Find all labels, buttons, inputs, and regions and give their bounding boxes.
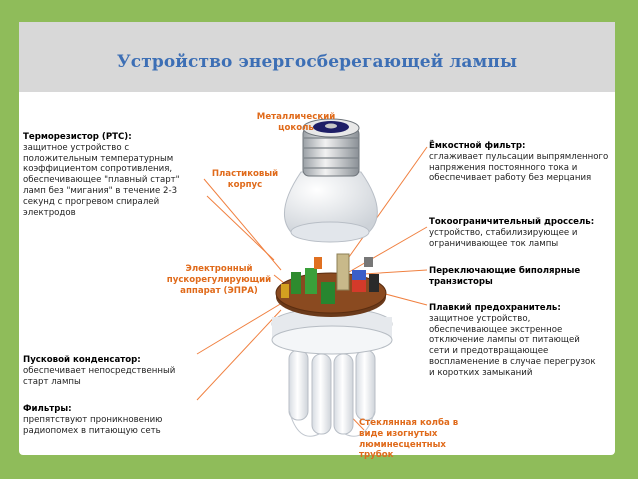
thermistor-line: коэффициентом сопротивления,	[23, 164, 173, 175]
fuse-line: воспламенение в случае перегрузок	[429, 356, 596, 367]
thermistor-line: обеспечивающее "плавный старт"	[23, 175, 180, 186]
transistors-line: транзисторы	[429, 276, 493, 287]
title-bar	[19, 22, 615, 92]
thermistor-line: положительным температурным	[23, 153, 174, 164]
thermistor-line: защитное устройство с	[23, 142, 130, 153]
capacitor-filter-title: Ёмкостной фильтр:	[429, 141, 526, 151]
label-fuse	[429, 303, 613, 379]
thermistor-line: ламп без "мигания" в течение 2-3	[23, 185, 178, 196]
label-ballast	[159, 264, 279, 296]
metal-base-line: Металлический	[256, 112, 336, 122]
label-metal-base	[251, 112, 341, 134]
label-glass-bulb	[359, 418, 469, 461]
start-capacitor-line: старт лампы	[23, 376, 81, 387]
thermistor-line: электродов	[23, 207, 76, 218]
start-capacitor-line: обеспечивает непосредственный	[23, 365, 176, 376]
plastic-body-line: Пластиковый	[211, 169, 279, 179]
label-filters	[23, 404, 223, 436]
start-capacitor-title: Пусковой конденсатор:	[23, 355, 141, 365]
slide-frame	[19, 22, 615, 461]
fuse-line: отключение лампы от питающей	[429, 335, 580, 346]
ballast-line: Электронный	[185, 264, 253, 274]
plastic-body-line: корпус	[227, 179, 263, 190]
label-capacitor-filter	[429, 141, 613, 184]
capacitor-filter-line: напряжения постоянного тока и	[429, 162, 578, 173]
filters-line: радиопомех в питающую сеть	[23, 425, 161, 436]
capacitor-filter-line: сглаживает пульсации выпрямленного	[429, 151, 609, 162]
slide-title: Устройство энергосберегающей лампы	[116, 52, 518, 72]
fuse-line: сети и предотвращающее	[429, 346, 549, 357]
metal-base-line: цоколь	[278, 122, 314, 133]
capacitor-filter-line: обеспечивает работу без мерцания	[429, 173, 592, 184]
label-thermistor	[23, 132, 223, 218]
choke-title: Токоограничительный дроссель:	[429, 217, 595, 227]
lamp-diagram	[19, 92, 615, 461]
fuse-title: Плавкий предохранитель:	[429, 303, 561, 313]
label-plastic-body	[205, 169, 285, 191]
label-start-capacitor	[23, 355, 223, 387]
choke-line: устройство, стабилизирующее и	[429, 227, 578, 238]
ballast-line: пускорегулирующий	[166, 274, 272, 285]
fuse-line: защитное устройство,	[429, 313, 531, 324]
glass-bulb-line: Стеклянная колба в	[359, 418, 459, 428]
glass-bulb-line: люминесцентных	[359, 439, 446, 450]
fuse-line: и коротких замыканий	[429, 367, 533, 378]
choke-line: ограничивающее ток лампы	[429, 238, 559, 249]
label-transistors	[429, 266, 613, 288]
transistors-title: Переключающие биполярные	[429, 266, 581, 276]
filters-line: препятствуют проникновению	[23, 414, 163, 425]
glass-bulb-line: трубок	[359, 450, 394, 461]
label-choke	[429, 217, 613, 249]
thermistor-title: Терморезистор (PTC):	[23, 132, 132, 142]
ballast-line: аппарат (ЭПРА)	[180, 285, 258, 296]
fuse-line: обеспечивающее экстренное	[429, 324, 563, 335]
glass-bulb-line: виде изогнутых	[359, 428, 438, 439]
thermistor-line: секунд с прогревом спиралей	[23, 196, 160, 207]
filters-title: Фильтры:	[23, 404, 72, 414]
